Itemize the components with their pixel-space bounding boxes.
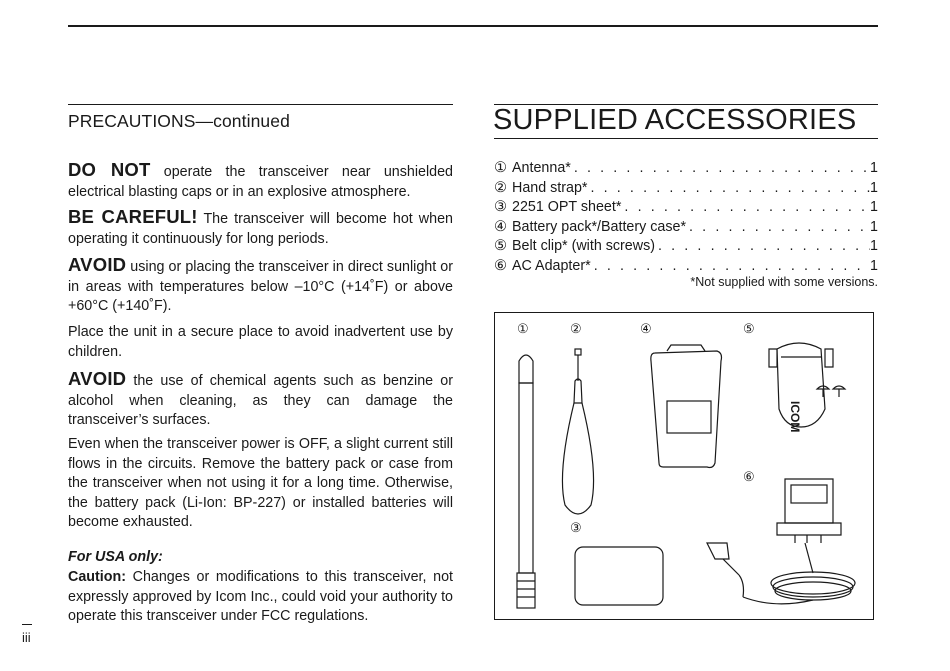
accessories-drawing bbox=[495, 313, 873, 619]
opt-sheet-drawing bbox=[575, 547, 663, 605]
accessory-list bbox=[494, 160, 878, 277]
lead-do-not: DO NOT bbox=[68, 159, 151, 180]
top-rule bbox=[68, 25, 878, 27]
lead-avoid: AVOID bbox=[68, 254, 127, 275]
accessories-bottom-rule bbox=[494, 138, 878, 139]
paragraph-be-careful: BE CAREFUL! The transceiver will become hot when operating it continuously for long periods. bbox=[68, 206, 453, 247]
figure-label-opt-sheet: ③ bbox=[570, 520, 582, 535]
figure-label-battery-case: ④ bbox=[640, 321, 652, 336]
figure-label-antenna: ① bbox=[517, 321, 529, 336]
precautions-rule bbox=[68, 104, 453, 105]
paragraph-do-not: DO NOT operate the transceiver near unshielded electrical blasting caps or in an explosive atmosphere. bbox=[68, 159, 454, 200]
list-item: ⑥ AC Adapter* . . . 1 bbox=[494, 258, 878, 278]
list-item: ③ 2251 OPT sheet* . . . 1 bbox=[494, 199, 878, 219]
list-item: ① Antenna* . . . 1 bbox=[494, 160, 878, 180]
battery-case-drawing bbox=[651, 345, 722, 468]
page-number: iii bbox=[22, 630, 31, 645]
belt-clip-drawing bbox=[769, 343, 845, 427]
paragraph-avoid-sunlight: AVOID using or placing the transceiver in direct sunlight or in areas with temperatures below –10°C (+14˚F) or above +60°C (+140˚F). bbox=[68, 254, 453, 314]
precautions-header: PRECAUTIONS—continued bbox=[68, 111, 290, 131]
figure-label-hand-strap: ② bbox=[570, 321, 582, 336]
accessories-title: SUPPLIED ACCESSORIES bbox=[493, 104, 857, 136]
hand-strap-drawing bbox=[562, 349, 593, 514]
lead-be-careful: BE CAREFUL! bbox=[68, 206, 198, 227]
list-item: ② Hand strap* . . . 1 bbox=[494, 180, 878, 200]
ac-adapter-drawing bbox=[707, 479, 855, 604]
figure-label-belt-clip: ⑤ bbox=[743, 321, 755, 336]
usa-title: For USA only: bbox=[68, 549, 163, 565]
page-number-rule bbox=[22, 624, 32, 625]
paragraph-avoid-chemicals: AVOID the use of chemical agents such as benzine or alcohol when cleaning, as they can damage the transceiver’s surfaces. bbox=[68, 368, 453, 428]
usa-caution: Caution: Changes or modifications to this transceiver, not expressly approved by Icom Inc., could void your authority to operate this transceiver under FCC regulations. bbox=[68, 569, 453, 624]
paragraph-children: Place the unit in a secure place to avoid inadvertent use by children. bbox=[68, 324, 453, 360]
belt-clip-logo: ICOM bbox=[788, 401, 802, 433]
antenna-drawing bbox=[517, 355, 535, 608]
supply-note: *Not supplied with some versions. bbox=[690, 275, 878, 289]
figure-label-ac-adapter: ⑥ bbox=[743, 469, 755, 484]
lead-avoid: AVOID bbox=[68, 368, 127, 389]
accessories-figure bbox=[494, 312, 874, 620]
list-item: ⑤ Belt clip* (with screws) . . . 1 bbox=[494, 238, 878, 258]
list-item: ④ Battery pack*/Battery case* . . . 1 bbox=[494, 219, 878, 239]
paragraph-power-off: Even when the transceiver power is OFF, a slight current still flows in the circuits. Remove the battery pack or case from the transceiver when not using it for a long time. Otherwise, the battery pack (Li-Ion: BP-227) or installed batteries will become exhausted. bbox=[68, 436, 453, 530]
